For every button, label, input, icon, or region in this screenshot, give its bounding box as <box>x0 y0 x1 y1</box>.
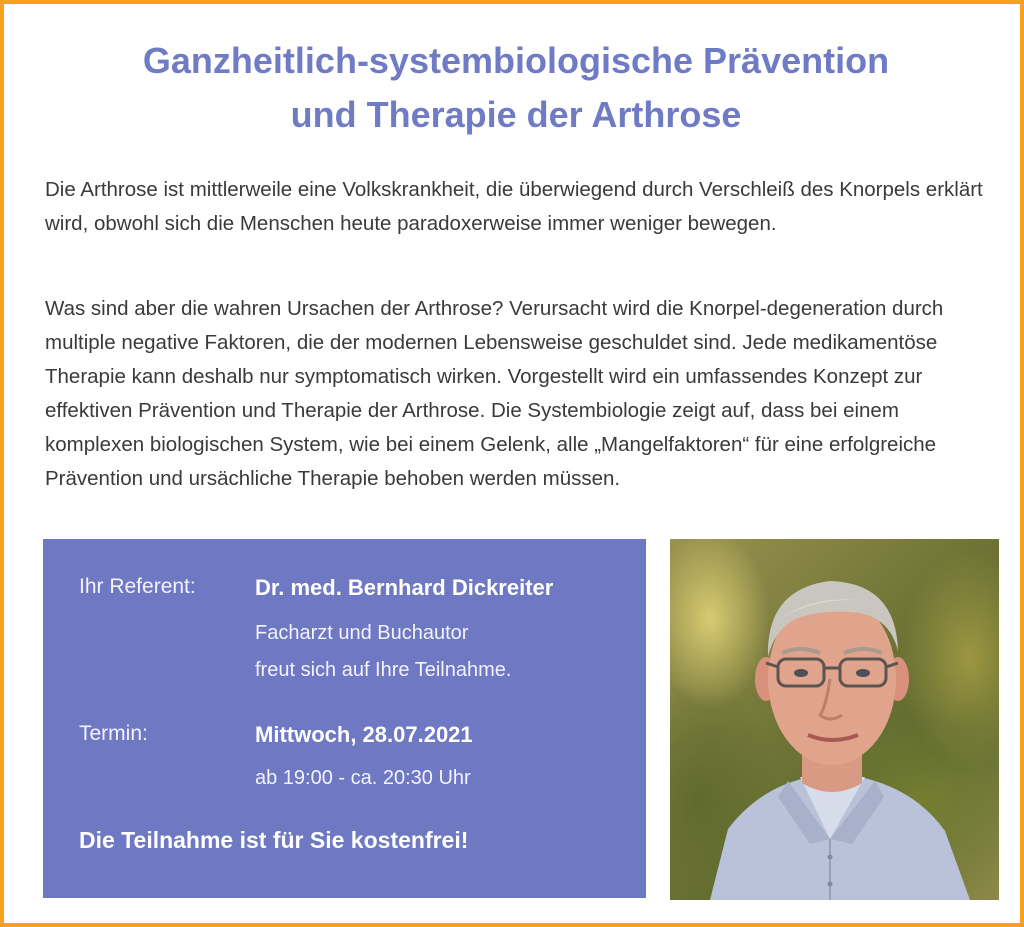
speaker-note: freut sich auf Ihre Teilnahme. <box>255 659 512 681</box>
date-value: Mittwoch, 28.07.2021 <box>255 722 473 747</box>
speaker-portrait-illustration <box>670 539 999 900</box>
page-title <box>24 34 1008 142</box>
speaker-photo <box>670 539 999 900</box>
speaker-label: Ihr Referent: <box>79 575 196 598</box>
speaker-name: Dr. med. Bernhard Dickreiter <box>255 575 554 600</box>
event-info-box <box>43 539 646 898</box>
title-line-1: Ganzheitlich-systembiologische Prävention <box>142 40 890 81</box>
date-label: Termin: <box>79 722 148 745</box>
intro-paragraph: Die Arthrose ist mittlerweile eine Volkskrankheit, die überwiegend durch Verschleiß des Knorpels erklärt wird, obwohl sich die Menschen heute paradoxerweise immer weniger bewegen. <box>45 178 983 235</box>
details-paragraph: Was sind aber die wahren Ursachen der Arthrose? Verursacht wird die Knorpel-degeneration durch multiple negative Faktoren, die der modernen Lebensweise geschuldet sind. Jede medikamentöse Therapie kann deshalb nur symptomatisch wirken. Vorgestellt wird ein umfassendes Konzept zur effektiven Prävention und Therapie der Arthrose. Die Systembiologie zeigt auf, dass bei einem komplexen biologischen System, wie bei einem Gelenk, alle „Mangelfaktoren“ für eine erfolgreiche Prävention und ursächliche Therapie behoben werden müssen. <box>45 297 944 490</box>
time-value: ab 19:00 - ca. 20:30 Uhr <box>255 767 471 789</box>
free-participation-note: Die Teilnahme ist für Sie kostenfrei! <box>79 827 469 853</box>
title-line-2: und Therapie der Arthrose <box>290 94 742 135</box>
speaker-role: Facharzt und Buchautor <box>255 622 469 644</box>
